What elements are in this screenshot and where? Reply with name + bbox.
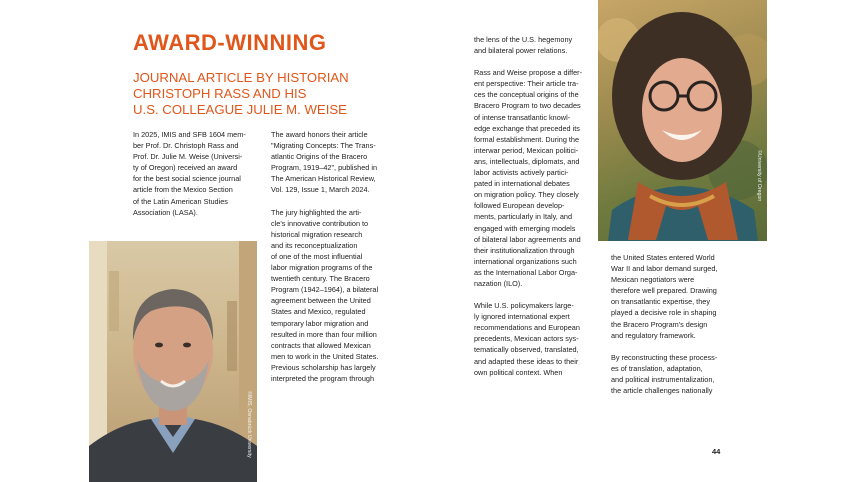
subheadline-line: U.S. COLLEAGUE JULIE M. WEISE (133, 102, 347, 117)
text-line: States and Mexico, regulated (271, 307, 366, 317)
text-line: of intense transatlantic knowl- (474, 112, 571, 122)
photo-credit: ©IMIS, Osnabrück University (246, 391, 252, 458)
text-column-4 (611, 252, 736, 396)
text-line: es of translation, adaptation, (611, 363, 703, 373)
text-line: twentieth century. The Bracero (271, 274, 370, 284)
text-line: tematically observed, translated, (474, 345, 579, 355)
portrait-illustration (598, 0, 767, 241)
text-line: of one of the most influential (271, 251, 363, 261)
text-line: followed European develop- (474, 201, 565, 211)
text-line: resulted in more than four million (271, 329, 377, 339)
text-line: as the International Labor Orga- (474, 267, 578, 277)
subheadline-line: JOURNAL ARTICLE BY HISTORIAN (133, 70, 349, 85)
text-line: interwar period, Mexican politici- (474, 145, 579, 155)
text-line: interpreted the program through (271, 373, 375, 383)
page-number: 44 (712, 447, 721, 456)
text-line: nazation (ILO). (474, 278, 523, 288)
text-line: precedents, Mexican actors sys- (474, 334, 579, 344)
text-line: Previous scholarship has largely (271, 362, 376, 372)
text-line: Program, 1919–42", published in (271, 163, 378, 173)
text-line: Bracero Program to two decades (474, 101, 581, 111)
text-line: labor migration programs of the (271, 263, 373, 273)
text-line: Vol. 129, Issue 1, March 2024. (271, 185, 370, 195)
text-line: temporary labor migration and (271, 318, 369, 328)
portrait-photo-julie-weise (598, 0, 767, 241)
text-line: pated in international debates (474, 179, 570, 189)
text-line: historical migration research (271, 229, 363, 239)
text-line: the article challenges nationally (611, 386, 713, 396)
text-line: Prof. Dr. Julie M. Weise (Universi- (133, 152, 243, 162)
text-line: on migration policy. They closely (474, 190, 579, 200)
text-line: article from the Mexico Section (133, 185, 233, 195)
text-line: therefore well prepared. Drawing (611, 286, 717, 296)
paragraph-gap (474, 289, 599, 300)
text-line: War II and labor demand surged, (611, 264, 718, 274)
text-line: the Bracero Program's design (611, 319, 708, 329)
text-line: the lens of the U.S. hegemony (474, 35, 573, 44)
text-column-2 (271, 129, 396, 384)
text-line: of bilateral labor agreements and (474, 234, 581, 244)
text-line: ly ignored international expert (474, 312, 570, 322)
text-line: ces the conceptual origins of the (474, 90, 579, 100)
paragraph-gap (271, 196, 396, 207)
paragraph-gap (474, 56, 599, 67)
text-line: The award honors their article (271, 130, 368, 139)
text-line: men to work in the United States. (271, 351, 379, 361)
text-line: ty of Oregon) received an award (133, 163, 238, 173)
text-line: the United States entered World (611, 253, 715, 262)
subheadline-line: CHRISTOPH RASS AND HIS (133, 86, 307, 101)
text-line: edge exchange that preceded its (474, 123, 580, 133)
paragraph-gap (611, 341, 736, 352)
text-line: Association (LASA). (133, 207, 198, 217)
text-line: for the best social science journal (133, 174, 241, 184)
text-line: ent perspective: Their article tra- (474, 79, 579, 89)
text-line: ber Prof. Dr. Christoph Rass and (133, 141, 239, 151)
portrait-photo-christoph-rass (89, 241, 257, 482)
text-line: and its reconceptualization (271, 240, 358, 250)
text-line: ans, intellectuals, diplomats, and (474, 156, 580, 166)
text-line: Mexican negotiators were (611, 275, 695, 285)
text-line: and bilateral power relations. (474, 46, 568, 56)
photo-credit: ©University of Oregon (756, 150, 762, 202)
text-line: on transatlantic expertise, they (611, 297, 710, 307)
headline: AWARD-WINNING (133, 30, 327, 55)
text-line: atlantic Origins of the Bracero (271, 152, 368, 162)
text-line: played a decisive role in shaping (611, 308, 717, 318)
text-line: agreement between the United (271, 296, 371, 306)
text-line: their institutionalization through (474, 245, 575, 255)
text-column-3 (474, 34, 599, 378)
text-line: labor activists actively partici- (474, 168, 569, 178)
text-line: formal establishment. During the (474, 134, 580, 144)
text-line: contracts that allowed Mexican (271, 340, 371, 350)
text-line: engaged with emerging models (474, 223, 576, 233)
text-line: and adapted these ideas to their (474, 356, 579, 366)
portrait-illustration (89, 241, 257, 482)
text-line: Program (1942–1964), a bilateral (271, 285, 379, 295)
text-column-1 (133, 129, 258, 218)
text-line: own political context. When (474, 367, 563, 377)
text-line: "Migrating Concepts: The Trans- (271, 141, 376, 151)
subheadline (133, 70, 373, 118)
text-line: By reconstructing these process- (611, 352, 718, 362)
text-line: cle's innovative contribution to (271, 218, 369, 228)
text-line: ments, particularly in Italy, and (474, 212, 573, 222)
text-line: The jury highlighted the arti- (271, 207, 362, 217)
text-line: In 2025, IMIS and SFB 1604 mem- (133, 130, 246, 139)
text-line: of the Latin American Studies (133, 196, 228, 206)
text-line: The American Historical Review, (271, 174, 376, 184)
text-line: and regulatory framework. (611, 330, 696, 340)
text-line: Rass and Weise propose a differ- (474, 68, 583, 78)
text-line: international organizations such (474, 256, 577, 266)
text-line: While U.S. policymakers large- (474, 301, 574, 311)
text-line: recommendations and European (474, 323, 580, 333)
text-line: and political instrumentalization, (611, 374, 715, 384)
